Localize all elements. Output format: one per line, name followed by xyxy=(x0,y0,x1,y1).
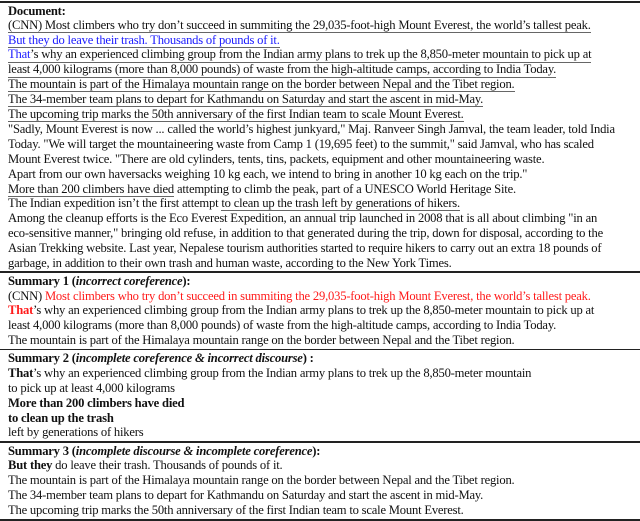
sentence-line xyxy=(8,333,638,348)
sentence-line xyxy=(8,93,638,108)
sentence-line xyxy=(8,19,638,34)
header-text: Summary 3 ( xyxy=(8,443,76,458)
header-text: ): xyxy=(182,273,191,288)
sentence-text: The 34-member team plans to depart for Kathmandu on Saturday and start the ascent in mid-May. xyxy=(8,488,484,502)
sentence xyxy=(8,503,464,517)
sentence xyxy=(8,458,283,472)
sentence-text: The mountain is part of the Himalaya mountain range on the border between Nepal and the Tibet region. xyxy=(8,76,515,91)
sentence-text: The upcoming trip marks the 50th anniversary of the first Indian team to scale Mount Everest. xyxy=(8,106,464,121)
sentence-line xyxy=(8,167,638,182)
sentence-line xyxy=(8,411,638,426)
sentence-line xyxy=(8,63,638,78)
sentence-line xyxy=(8,196,638,211)
sentence xyxy=(8,241,601,255)
sentence-text: ’s why an experienced climbing group from the Indian army plans to trek up the 8,850-meter mountain to pick up at xyxy=(30,47,592,62)
header-text: Summary 2 ( xyxy=(8,351,76,366)
sentence xyxy=(8,333,515,347)
document-section xyxy=(0,3,638,271)
sentence xyxy=(8,211,597,225)
sentence-text: Among the cleanup efforts is the Eco Everest Expedition, an annual trip launched in 2008 that is all about climbing "in an xyxy=(8,211,598,226)
sentence xyxy=(8,196,460,211)
sentence-line xyxy=(8,396,638,411)
highlight-red-text: Most climbers who try don’t succeed in summiting the 29,035-foot-high Mount Everest, the world’s tallest peak. xyxy=(44,288,591,303)
sentence-line xyxy=(8,458,638,473)
sentence-text: Asian Trekking website. Last year, Nepalese tourism authorities started to require hikers to carry out an extra 18 pounds of xyxy=(8,240,602,255)
sentence-text: Mount Everest twice. "There are old cylinders, tents, tins, packets, equipment and other mountaineering waste. xyxy=(8,151,545,166)
sentence-line xyxy=(8,303,638,318)
sentence-text: attempting to climb the peak, part of a UNESCO World Heritage Site. xyxy=(174,181,516,196)
sentence-line xyxy=(8,34,638,49)
sentence-text: (CNN) xyxy=(8,288,45,303)
sentence-text: More than 200 climbers have died xyxy=(8,395,185,410)
sentence xyxy=(8,289,591,303)
underlined-sentence xyxy=(8,63,556,77)
sentence-line xyxy=(8,137,638,152)
sentence xyxy=(8,152,544,166)
underlined-sentence xyxy=(8,34,280,48)
sentence xyxy=(8,473,515,487)
sentence-text: "Sadly, Mount Everest is now ... called the world’s highest junkyard," Maj. Ranveer Singh Jamval, the team leader, told India xyxy=(8,122,615,137)
highlight-blue-text: But they do leave their trash. Thousands of pounds of it. xyxy=(8,32,280,47)
sentence-line xyxy=(8,318,638,333)
sentence-line xyxy=(8,425,638,440)
sentence-text: Apart from our own haversacks weighing 10 kg each, we intend to bring in another 10 kg each on the trip." xyxy=(8,166,528,181)
summary-1-section xyxy=(0,273,638,349)
sentence-text: The upcoming trip marks the 50th anniversary of the first Indian team to scale Mount Everest. xyxy=(8,502,464,517)
sentence-text: The 34-member team plans to depart for Kathmandu on Saturday and start the ascent in mid-May. xyxy=(8,91,484,106)
header-text: incomplete coreference & incorrect discourse xyxy=(75,351,303,366)
header-text: Summary 1 ( xyxy=(8,273,76,288)
sentence-text: garbage, in addition to their own trash and human waste, according to the New York Times. xyxy=(8,255,452,270)
sentence-line xyxy=(8,289,638,304)
sentence-line xyxy=(8,241,638,256)
sentence xyxy=(8,411,114,425)
summary-2-section xyxy=(0,350,638,441)
underlined-sentence xyxy=(8,108,464,122)
header-text: incomplete discourse & incomplete coreference xyxy=(75,443,313,458)
sentence xyxy=(8,318,556,332)
sentence xyxy=(8,137,594,151)
sentence-line xyxy=(8,78,638,93)
sentence-text: to clean up the trash left by generations of hikers. xyxy=(221,196,460,211)
sentence-line xyxy=(8,226,638,241)
sentence-line xyxy=(8,366,638,381)
sentence-text: Today. "We will target the mountaineering waste from Camp 1 (19,695 feet) to the summit," said Jamval, who has scaled xyxy=(8,137,594,152)
sentence-text: least 4,000 kilograms (more than 8,000 pounds) of waste from the high-altitude camps, according to India Today. xyxy=(8,318,557,333)
sentence-text: The mountain is part of the Himalaya mountain range on the border between Nepal and the Tibet region. xyxy=(8,333,515,348)
sentence xyxy=(8,182,516,197)
sentence xyxy=(8,381,175,395)
underlined-sentence xyxy=(8,19,591,33)
header-text: ): xyxy=(312,443,321,458)
sentence-text: (CNN) Most climbers who try don’t succeed in summiting the 29,035-foot-high Mount Everest, the world’s tallest peak. xyxy=(8,17,591,32)
highlight-red-text: That xyxy=(8,303,34,318)
sentence-text: ’s why an experienced climbing group from the Indian army plans to trek up the 8,850-meter mountain to pick up at xyxy=(33,303,595,318)
summary-3-section xyxy=(0,443,638,519)
sentence-text: to clean up the trash xyxy=(8,410,114,425)
sentence-line xyxy=(8,211,638,226)
sentence-text: to pick up at least 4,000 kilograms xyxy=(8,380,175,395)
sentence xyxy=(8,122,615,136)
sentence-line xyxy=(8,256,638,271)
underlined-sentence xyxy=(8,78,515,92)
sentence xyxy=(8,488,483,502)
sentence xyxy=(8,167,527,181)
sentence-line xyxy=(8,488,638,503)
sentence-line xyxy=(8,503,638,518)
header-text: ) : xyxy=(302,351,314,366)
sentence-text: But they xyxy=(8,458,53,473)
sentence-text: least 4,000 kilograms (more than 8,000 pounds) of waste from the high-altitude camps, according to India Today. xyxy=(8,62,557,77)
sentence-line xyxy=(8,152,638,167)
sentence-text: left by generations of hikers xyxy=(8,425,144,440)
sentence xyxy=(8,226,603,240)
sentence xyxy=(8,396,184,410)
sentence-text: The mountain is part of the Himalaya mountain range on the border between Nepal and the Tibet region. xyxy=(8,473,515,488)
sentence xyxy=(8,366,531,380)
sentence-line xyxy=(8,473,638,488)
sentence-line xyxy=(8,48,638,63)
sentence-line xyxy=(8,381,638,396)
summary-3-header xyxy=(8,444,638,459)
sentence-text: More than 200 climbers have died xyxy=(8,181,175,196)
sentence-text: That xyxy=(8,366,34,381)
sentence xyxy=(8,256,452,270)
header-text: incorrect coreference xyxy=(75,273,183,288)
sentence-line xyxy=(8,108,638,123)
underlined-sentence xyxy=(8,93,483,107)
underlined-sentence xyxy=(8,48,591,62)
document-header xyxy=(8,4,638,19)
summary-1-header xyxy=(8,274,638,289)
sentence-line xyxy=(8,122,638,137)
highlight-blue-text: That xyxy=(8,47,31,62)
sentence-text: The Indian expedition isn’t the first attempt xyxy=(8,196,222,211)
header-text: Document: xyxy=(8,4,66,18)
sentence xyxy=(8,425,144,439)
sentence xyxy=(8,303,594,317)
sentence-text: ’s why an experienced climbing group from the Indian army plans to trek up the 8,850-meter mountain xyxy=(33,366,532,381)
summary-2-header xyxy=(8,351,638,366)
sentence-text: eco-sensitive manner," bringing old refuse, in addition to that generated during the trip, down for disposal, according to the xyxy=(8,225,603,240)
sentence-line xyxy=(8,182,638,197)
sentence-text: do leave their trash. Thousands of pounds of it. xyxy=(52,458,283,473)
